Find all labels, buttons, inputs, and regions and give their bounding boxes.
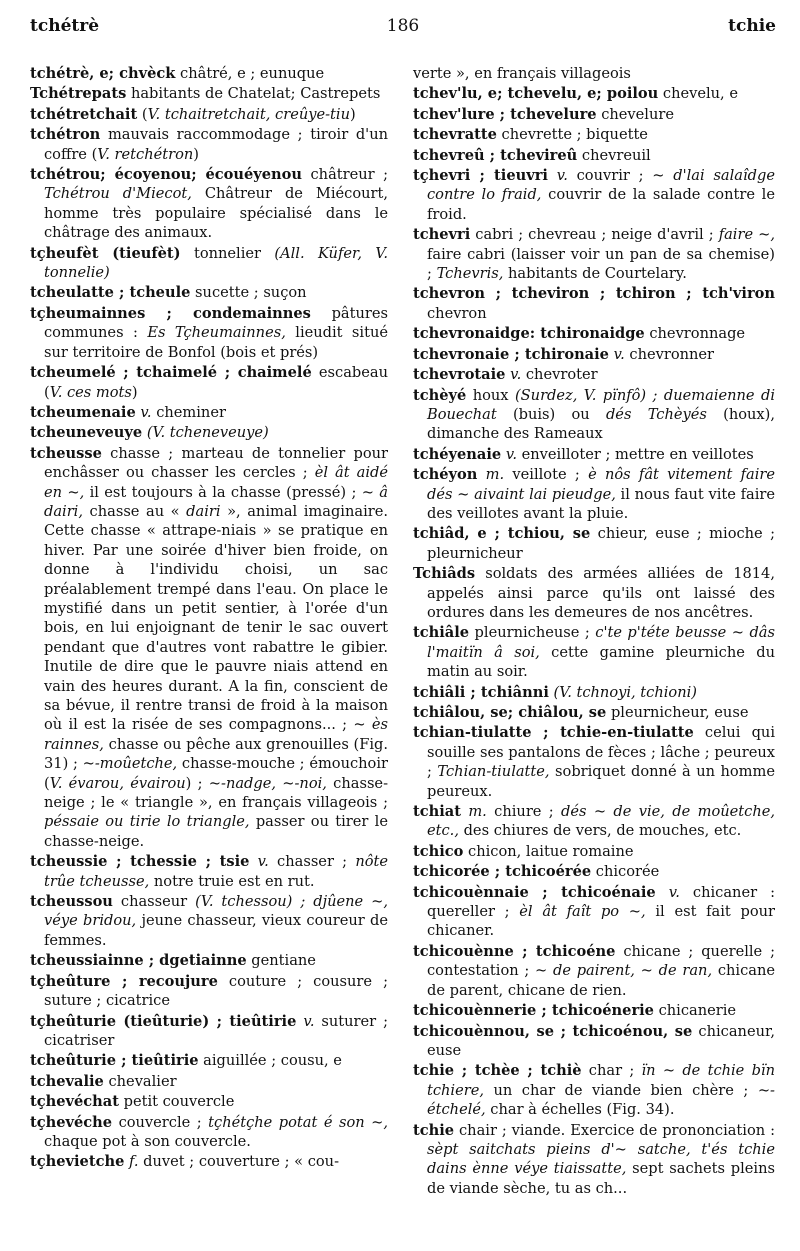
dictionary-entry <box>30 1113 388 1152</box>
page-header <box>30 16 776 40</box>
headword: tchicouènnaie ; tchicoénaie <box>413 883 656 901</box>
page-number: 186 <box>386 16 420 36</box>
italic-text: m. <box>468 803 487 821</box>
definition-text: cheminer <box>151 403 226 421</box>
headword: tchicouènne ; tchicoéne <box>413 942 616 960</box>
definition-text: cette gamine pleurniche du matin au soir. <box>427 643 775 681</box>
dictionary-entry <box>30 84 388 103</box>
definition-text: des chiures de vers, de mouches, etc. <box>458 822 742 840</box>
italic-text: péssaie ou tirie lo triangle, <box>44 813 250 831</box>
italic-text: V. tchaitretchait, creûye-tiu <box>147 105 350 123</box>
italic-text: ïn ~ de tchie bïn tchiere, <box>427 1062 775 1099</box>
headword: tchéyenaie <box>413 445 502 463</box>
definition-text: chicanerie <box>653 1002 737 1020</box>
dictionary-entry <box>413 942 775 1000</box>
dictionary-entry <box>413 883 775 941</box>
dictionary-entry <box>413 683 775 702</box>
italic-text: V. évarou, évairou <box>49 774 186 792</box>
italic-text: v. <box>140 403 152 421</box>
dictionary-entry <box>30 892 388 950</box>
headword: tchevri <box>413 226 471 244</box>
definition-text <box>477 466 485 483</box>
dictionary-entry <box>413 842 775 861</box>
definition-text: char à échelles (Fig. 34). <box>485 1101 675 1119</box>
italic-text: faire ~, <box>718 226 775 244</box>
italic-text: ~ d'lai salaîdge contre lo fraid, <box>427 167 775 204</box>
dictionary-entry <box>413 105 775 124</box>
headword: tchian-tiulatte ; tchie-en-tiulatte <box>413 724 694 742</box>
definition-text: duvet ; couverture ; « cou- <box>138 1153 339 1171</box>
headword: tchicouènnou, se ; tchicoénou, se <box>413 1022 693 1040</box>
definition-text: chicane de parent, chicane de rien. <box>427 962 775 999</box>
headword: tçhevietche <box>30 1153 125 1171</box>
dictionary-entry <box>413 1121 775 1199</box>
headword: tcheussie ; tchessie ; tsie <box>30 853 250 871</box>
definition-text: ) ; <box>185 774 209 792</box>
dictionary-entry <box>413 125 775 144</box>
dictionary-entry <box>30 64 388 83</box>
italic-text: (Surdez, V. pïnfô) ; duemaienne di Bouechat <box>427 386 775 423</box>
dictionary-entry <box>30 363 388 402</box>
definition-text <box>548 167 557 184</box>
definition-text: chasseur <box>112 893 196 911</box>
dictionary-entry <box>413 1022 775 1061</box>
italic-text: dés ~ de vie, de moûetche, etc., <box>427 803 775 840</box>
definition-text: il est toujours à la chasse (pressé) ; <box>84 483 362 501</box>
running-head-right: tchie <box>728 16 776 36</box>
continued-text: verte », en français villageois <box>413 65 631 82</box>
italic-text: tçhétçhe potat é son ~, <box>208 1113 388 1131</box>
definition-text: couvrir de la salade contre le froid. <box>427 186 775 223</box>
dictionary-entry <box>413 802 775 841</box>
headword: tcheusse <box>30 444 102 462</box>
definition-text <box>249 853 257 870</box>
definition-text: chasse-mouche ; émouchoir ( <box>44 755 388 792</box>
definition-text: chevalier <box>103 1072 177 1090</box>
italic-text: nôte trûe tcheusse, <box>44 853 388 890</box>
left-column <box>30 64 388 1173</box>
definition-text: chevreuil <box>577 146 651 164</box>
italic-text: Es Tçheumainnes, <box>147 324 286 342</box>
headword: tchevronaie ; tchironaie <box>413 345 609 363</box>
dictionary-entry <box>30 1092 388 1111</box>
definition-text: chasse ; marteau de tonnelier pour enchâsser ou chasser les cercles ; <box>44 444 388 482</box>
definition-text: jeune chasseur, vieux coureur de femmes. <box>44 912 388 949</box>
definition-text: chevron <box>427 304 487 322</box>
definition-text: habitants de Chatelat; Castrepets <box>126 85 381 103</box>
definition-text: pleurnicheur, euse <box>606 704 749 721</box>
definition-text: ( <box>137 105 148 123</box>
headword: tchiâd, e ; tchiou, se <box>413 525 591 543</box>
definition-text: chevelu, e <box>658 85 738 103</box>
headword: tçhevri ; tieuvri <box>413 167 548 185</box>
italic-text: V. retchétron <box>97 145 194 163</box>
dictionary-entry <box>30 1152 388 1171</box>
definition-text: chevronner <box>624 345 715 363</box>
dictionary-entry <box>30 304 388 362</box>
headword: tçheûture ; recoujure <box>30 972 218 990</box>
dictionary-entry <box>413 324 775 343</box>
definition-text: passer ou tirer le chasse-neige. <box>44 813 388 850</box>
headword: tchie <box>413 1121 455 1139</box>
italic-text: v. <box>257 853 269 871</box>
definition-text: chasser ; <box>268 853 356 871</box>
headword: tcheussiainne ; dgetiainne <box>30 952 247 970</box>
definition-text: mauvais raccommodage ; tiroir d'un coffre ( <box>44 126 388 163</box>
definition-text: faire cabri (laisser voir un pan de sa chemise) ; <box>427 245 775 283</box>
italic-text: (V. tcheneveuye) <box>146 424 269 442</box>
headword: tchev'lure ; tchevelure <box>413 105 597 123</box>
definition-text: il nous faut vite faire des veillotes avant la pluie. <box>427 485 775 522</box>
headword: tcheumenaie <box>30 403 136 421</box>
dictionary-entry <box>413 465 775 523</box>
definition-text: ) <box>350 105 356 123</box>
dictionary-entry <box>413 146 775 165</box>
running-head-left: tchétrè <box>30 16 100 36</box>
headword: tchevreû ; tchevireû <box>413 146 578 164</box>
definition-text: chasse au « <box>83 502 187 520</box>
definition-text: chiure ; <box>486 803 562 821</box>
dictionary-entry <box>413 225 775 283</box>
dictionary-entry <box>30 1012 388 1051</box>
definition-text: tonnelier <box>180 244 275 262</box>
headword: Tchétrepats <box>30 85 127 103</box>
right-column <box>413 64 775 1199</box>
definition-text: chevronnage <box>644 325 746 343</box>
definition-text: pleurnicheuse ; <box>469 624 596 642</box>
definition-text: enveilloter ; mettre en veillotes <box>516 445 754 463</box>
italic-text: è nôs fât vitement faire dés ~ aivaint lai pieudge, <box>427 466 775 503</box>
headword: tcheûturie ; tieûtirie <box>30 1052 199 1070</box>
headword: tchicouènnerie ; tchicoénerie <box>413 1002 654 1020</box>
italic-text: dairi <box>186 502 221 520</box>
dictionary-entry <box>30 125 388 164</box>
definition-text: un char de viande bien chère ; <box>484 1081 758 1099</box>
definition-text: notre truie est en rut. <box>149 872 315 890</box>
headword: tcheumelé ; tchaimelé ; chaimelé <box>30 364 312 382</box>
headword: tchèyé <box>413 386 467 404</box>
definition-text: cabri ; chevreau ; neige d'avril ; <box>470 226 719 244</box>
dictionary-entry <box>413 64 775 83</box>
definition-text: chicaneur, euse <box>427 1022 775 1059</box>
dictionary-entry <box>413 284 775 323</box>
definition-text: châtreur ; <box>302 166 388 184</box>
italic-text: (V. tchnoyi, tchioni) <box>553 683 697 701</box>
definition-text: chicorée <box>591 863 660 881</box>
definition-text: celui qui souille ses pantalons de fèces ; lâche ; peureux ; <box>427 724 775 781</box>
dictionary-entry <box>413 862 775 881</box>
dictionary-entry <box>30 244 388 283</box>
italic-text: ~-nadge, ~-noi, <box>208 774 327 792</box>
headword: tcheussou <box>30 893 113 911</box>
headword: tçheufèt (tieufèt) <box>30 244 181 262</box>
italic-text: m. <box>485 466 505 484</box>
dictionary-entry <box>413 386 775 444</box>
definition-text: châtré, e ; eunuque <box>175 65 325 82</box>
italic-text: èl ât aidé en ~, <box>44 464 388 501</box>
definition-text: petit couvercle <box>118 1093 235 1111</box>
definition-text: ) <box>131 383 138 401</box>
headword: tçheûturie (tieûturie) ; tieûtirie <box>30 1012 297 1030</box>
dictionary-entry <box>413 84 775 103</box>
italic-text: ~ de pairent, ~ de ran, <box>535 962 713 980</box>
definition-text: couture ; cousure ; suture ; cicatrice <box>44 972 388 1010</box>
headword: tchiâli ; tchiânni <box>413 683 549 701</box>
italic-text: Tchétrou d'Miecot, <box>44 185 192 203</box>
dictionary-entry <box>413 365 775 384</box>
headword: tchevronaidge: tchironaidge <box>413 325 645 343</box>
italic-text: ~ ès rainnes, <box>44 716 388 753</box>
definition-text: couvercle ; <box>112 1113 209 1131</box>
dictionary-entry <box>413 564 775 622</box>
definition-text: habitants de Courtelary. <box>503 265 687 283</box>
definition-text: sucette ; suçon <box>190 284 307 302</box>
dictionary-entry <box>30 165 388 243</box>
definition-text: pâtures communes : <box>44 304 388 342</box>
definition-text: chasse-neige ; le « triangle », en français villageois ; <box>44 774 388 812</box>
dictionary-entry <box>413 1001 775 1020</box>
dictionary-entry <box>30 852 388 891</box>
definition-text: houx <box>466 386 515 404</box>
definition-text: il est fait pour chicaner. <box>427 903 775 940</box>
definition-text: sobriquet donné à un homme peureux. <box>427 763 775 800</box>
definition-text: », animal imaginaire. Cette chasse « attrape-niais » se pratique en hiver. Par une soirée d'hiver bien froide, on donne à l'individu choisi, un sac préalablement trempé dans l'eau. On place le mystifié dans un petit sentier, à l'orée d'un bois, en lui enjoignant de tenir le sac ouvert pendant que d'autres vont rabattre le gibier. Inutile de dire que le pauvre niais attend en vain des heures durant. A la fin, conscient de sa bévue, il rentre transi de froid à la maison où il est la risée de ses compagnons... ; <box>44 502 388 734</box>
headword: tcheulatte ; tcheule <box>30 284 191 302</box>
definition-text: lieudit situé sur territoire de Bonfol (bois et prés) <box>44 324 388 361</box>
definition-text: (buis) ou <box>496 405 606 423</box>
dictionary-entry <box>30 105 388 124</box>
headword: tçhevéche <box>30 1113 113 1131</box>
dictionary-entry <box>413 166 775 224</box>
italic-text: Tchevris, <box>436 265 504 283</box>
headword: tçhevéchat <box>30 1093 119 1111</box>
italic-text: ~-moûetche, <box>82 755 178 773</box>
italic-text: ~-étchelé, <box>427 1081 775 1119</box>
italic-text: V. ces mots <box>49 383 132 401</box>
dictionary-entry <box>413 445 775 464</box>
headword: tchevrotaie <box>413 366 506 384</box>
headword: tchicorée ; tchicoérée <box>413 863 592 881</box>
definition-text: Châtreur de Miécourt, homme très populaire spécialisé dans le châtrage des animaux. <box>44 185 388 242</box>
definition-text: chevrette ; biquette <box>496 126 648 144</box>
definition-text: veillote ; <box>504 466 589 484</box>
dictionary-entry <box>30 951 388 970</box>
headword: tchétrou; écoyenou; écouéyenou <box>30 166 303 184</box>
headword: tchiâlou, se; chiâlou, se <box>413 704 607 721</box>
italic-text: v. <box>668 883 680 901</box>
dictionary-entry <box>413 345 775 364</box>
definition-text: escabeau ( <box>44 364 388 401</box>
italic-text: sèpt saitchats pieins d'~ satche, t'és tchie dains ènne véye tiaissatte, <box>427 1140 775 1178</box>
dictionary-entry <box>30 283 388 302</box>
definition-text: suturer ; cicatriser <box>44 1012 388 1049</box>
italic-text: v. <box>556 167 568 185</box>
dictionary-entry <box>413 1061 775 1119</box>
definition-text: chicane ; querelle ; contestation ; <box>427 942 775 980</box>
italic-text: (All. Küfer, V. tonnelie) <box>44 244 389 282</box>
italic-text: v. <box>303 1012 315 1030</box>
definition-text: couvrir ; <box>567 167 653 185</box>
dictionary-entry <box>30 403 388 422</box>
headword: tchevron ; tcheviron ; tchiron ; tch'viron <box>413 285 775 303</box>
italic-text: èl ât faît po ~, <box>519 903 646 921</box>
italic-text: v. <box>613 345 625 363</box>
headword: tchie ; tchèe ; tchiè <box>413 1062 582 1080</box>
italic-text: ~ â dairi, <box>44 483 388 520</box>
dictionary-entry <box>413 703 775 722</box>
definition-text: chieur, euse ; mioche ; pleurnicheur <box>427 525 775 562</box>
headword: tchevalie <box>30 1072 104 1090</box>
italic-text: dés Tchèyés <box>605 405 707 423</box>
italic-text: Tchian-tiulatte, <box>437 763 550 781</box>
headword: tchéyon <box>413 466 478 484</box>
definition-text: chair ; viande. Exercice de prononciation : <box>454 1121 775 1139</box>
italic-text: v. <box>505 445 517 463</box>
definition-text: chicaner : quereller ; <box>427 883 776 921</box>
definition-text: chasse ou pêche aux grenouilles (Fig. 31) ; <box>44 735 388 773</box>
headword: tchico <box>413 842 464 860</box>
definition-text: chicon, laitue romaine <box>463 842 634 860</box>
headword: tchétron <box>30 126 101 144</box>
dictionary-entry <box>30 972 388 1011</box>
definition-text: chevelure <box>596 105 674 123</box>
italic-text: v. <box>510 366 522 384</box>
definition-text: sept sachets pleins de viande sèche, tu as ch... <box>427 1160 775 1197</box>
italic-text: c'te p'téte beusse ~ dâs l'maitïn â soi, <box>427 624 775 661</box>
dictionary-entry <box>413 723 775 801</box>
definition-text: ) <box>193 145 199 163</box>
headword: tçheumainnes ; condemainnes <box>30 304 311 322</box>
dictionary-entry <box>413 623 775 681</box>
headword: tchevratte <box>413 126 497 144</box>
dictionary-entry <box>30 1072 388 1091</box>
headword: tchiâle <box>413 624 470 642</box>
definition-text <box>656 884 669 901</box>
headword: tcheuneveuye <box>30 424 143 442</box>
headword: tchétretchait <box>30 105 138 123</box>
headword: tchiat <box>413 803 461 821</box>
italic-text: (V. tchessou) ; djûene ~, véye bridou, <box>44 893 389 930</box>
italic-text: f. <box>129 1153 139 1171</box>
definition-text: gentiane <box>246 952 316 970</box>
definition-text: aiguillée ; cousu, e <box>198 1052 342 1070</box>
dictionary-entry <box>413 524 775 563</box>
definition-text: (houx), dimanche des Rameaux <box>427 405 775 443</box>
headword: tchev'lu, e; tchevelu, e; poilou <box>413 85 659 103</box>
definition-text: soldats des armées alliées de 1814, appelés ainsi parce qu'ils ont laissé des ordures dans les demeures de nos ancêtres. <box>427 565 775 621</box>
dictionary-entry <box>30 444 388 852</box>
definition-text: chaque pot à son couvercle. <box>44 1132 251 1150</box>
headword: Tchiâds <box>413 565 476 583</box>
headword: tchétrè, e; chvèck <box>30 65 176 82</box>
dictionary-entry <box>30 1051 388 1070</box>
definition-text: chevroter <box>521 366 598 384</box>
definition-text: char ; <box>581 1062 642 1080</box>
dictionary-entry <box>30 423 388 442</box>
